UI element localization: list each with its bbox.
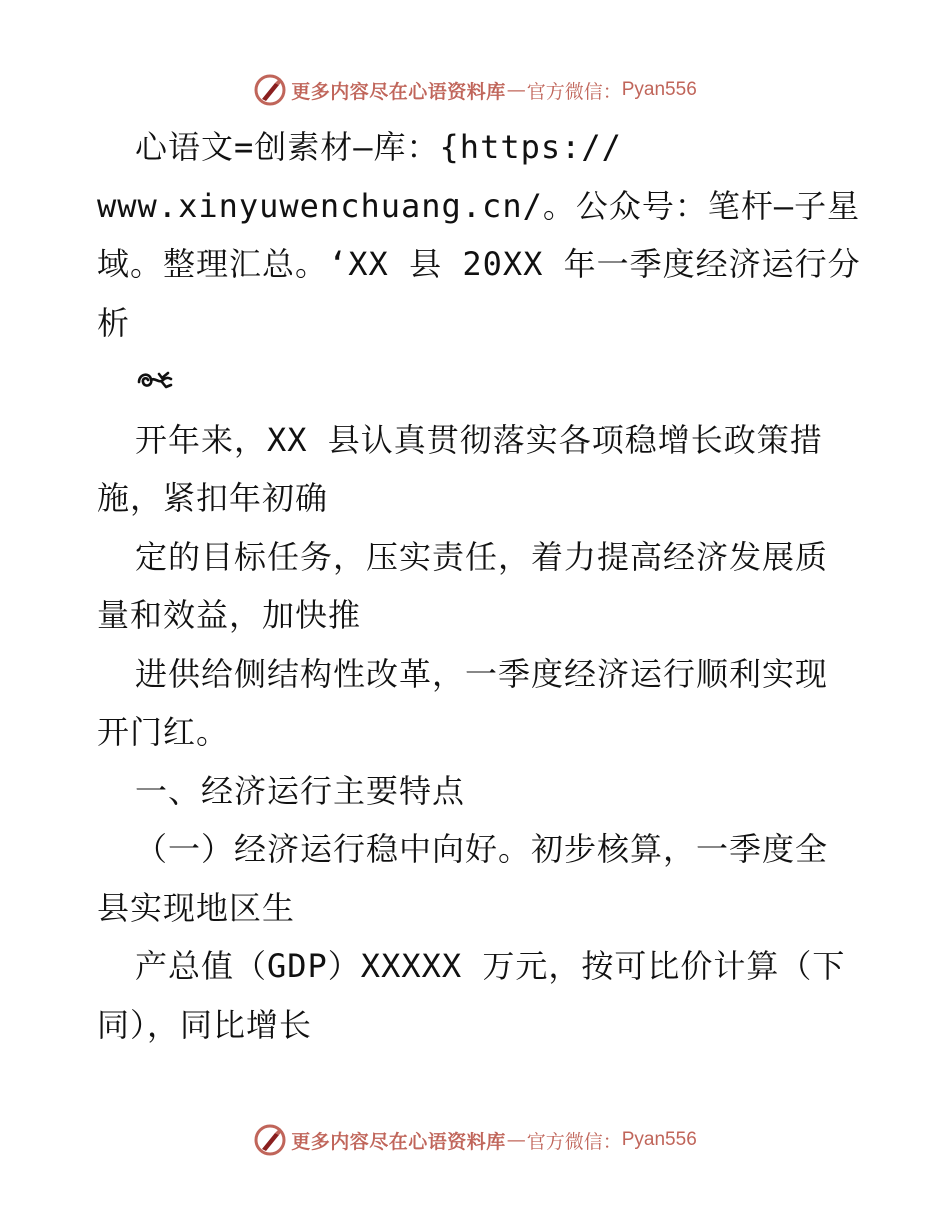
body-line: 开门红。	[97, 713, 230, 751]
body-line: 定的目标任务，压实责任，着力提高经济发展质	[135, 537, 829, 576]
body-line: 施，紧扣年初确	[97, 479, 329, 517]
watermark-dash: —	[506, 79, 526, 101]
title-line: www.xinyuwenchuang.cn/。公众号：笔杆—子星	[97, 186, 861, 225]
footer-watermark	[0, 1120, 950, 1160]
title-line: 析	[97, 303, 131, 342]
watermark-dash: —	[506, 1129, 526, 1151]
title-line: 域。整理汇总。‘XX 县 20XX 年一季度经济运行分	[97, 245, 861, 283]
section-heading: 一、经济运行主要特点	[135, 771, 466, 810]
watermark-wechat-id: Pyan556	[621, 1129, 697, 1150]
ornament-row	[97, 352, 857, 411]
header-watermark	[0, 70, 950, 110]
watermark-wechat-id: Pyan556	[621, 79, 697, 100]
watermark-wechat-label: 官方微信：	[526, 1130, 622, 1153]
scroll-flourish-icon	[135, 368, 175, 394]
quill-seal-icon	[253, 73, 287, 107]
title-line: 心语文=创素材—库：{https://	[135, 128, 622, 166]
watermark-text: 更多内容尽在心语资料库	[291, 80, 506, 103]
body-line: 量和效益，加快推	[97, 596, 362, 634]
body-line: 同），同比增长	[97, 1005, 313, 1044]
body-line: 开年来，XX 县认真贯彻落实各项稳增长政策措	[135, 420, 823, 459]
watermark-wechat-label: 官方微信：	[526, 80, 622, 103]
watermark-text: 更多内容尽在心语资料库	[291, 1130, 506, 1153]
body-line: （一）经济运行稳中向好。初步核算，一季度全	[135, 830, 829, 868]
body-line: 进供给侧结构性改革，一季度经济运行顺利实现	[135, 654, 829, 693]
document-body	[97, 118, 861, 1054]
body-line: 产总值（GDP）XXXXX 万元，按可比价计算（下	[135, 947, 846, 985]
body-line: 县实现地区生	[97, 888, 296, 927]
quill-seal-icon	[253, 1123, 287, 1157]
